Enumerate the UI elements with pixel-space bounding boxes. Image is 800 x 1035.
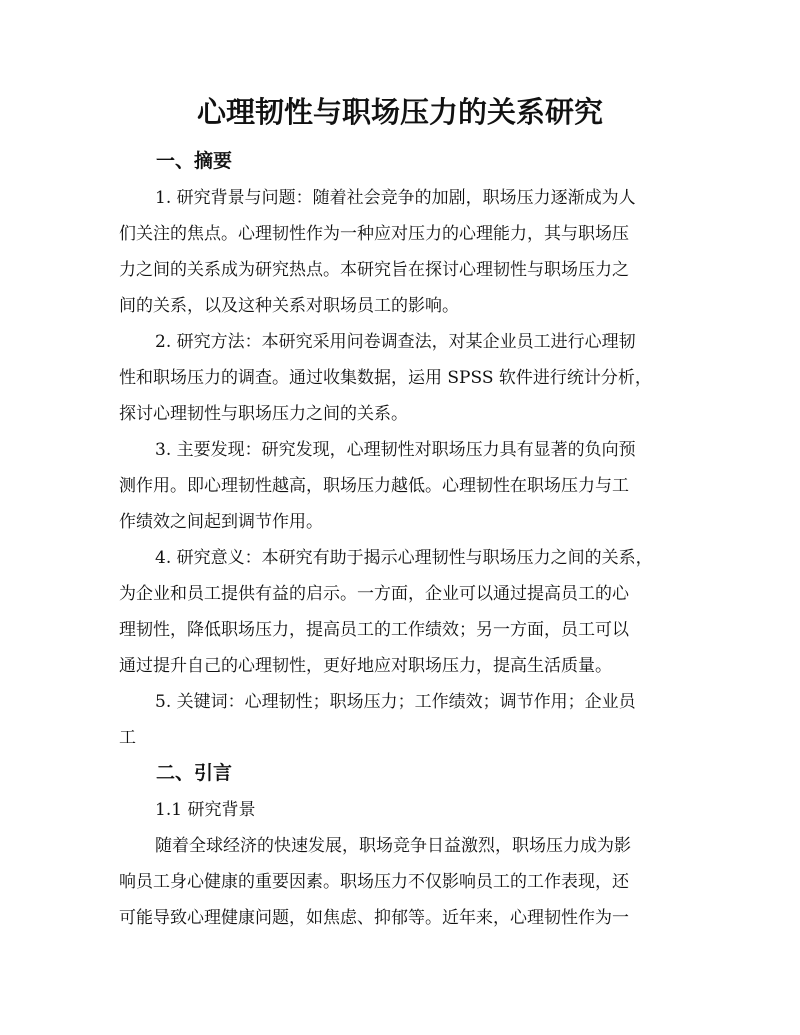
text-line: 可能导致心理健康问题，如焦虑、抑郁等。近年来，心理韧性作为一 (119, 908, 629, 928)
subsection-heading: 1.1 研究背景 (155, 800, 256, 820)
text-line: 为企业和员工提供有益的启示。一方面，企业可以通过提高员工的心 (119, 584, 629, 604)
section-heading-introduction: 二、引言 (156, 762, 233, 784)
text-line: 4. 研究意义：本研究有助于揭示心理韧性与职场压力之间的关系， (155, 548, 653, 568)
document-title: 心理韧性与职场压力的关系研究 (196, 95, 603, 129)
text-line: 通过提升自己的心理韧性，更好地应对职场压力，提高生活质量。 (119, 656, 612, 676)
text-line: 3. 主要发现：研究发现，心理韧性对职场压力具有显著的负向预 (155, 440, 636, 460)
text-line: 们关注的焦点。心理韧性作为一种应对压力的心理能力，其与职场压 (119, 224, 629, 244)
text-line: 测作用。即心理韧性越高，职场压力越低。心理韧性在职场压力与工 (119, 476, 629, 496)
text-line: 理韧性，降低职场压力，提高员工的工作绩效；另一方面，员工可以 (119, 620, 629, 640)
text-line: 间的关系，以及这种关系对职场员工的影响。 (119, 296, 459, 316)
text-line: 性和职场压力的调查。通过收集数据，运用 SPSS 软件进行统计分析， (119, 368, 652, 388)
text-line: 探讨心理韧性与职场压力之间的关系。 (119, 404, 408, 424)
section-heading-abstract: 一、摘要 (156, 150, 233, 172)
text-line: 力之间的关系成为研究热点。本研究旨在探讨心理韧性与职场压力之 (119, 260, 629, 280)
text-line: 作绩效之间起到调节作用。 (119, 512, 323, 532)
text-line: 随着全球经济的快速发展，职场竞争日益激烈，职场压力成为影 (155, 836, 631, 856)
text-line: 1. 研究背景与问题：随着社会竞争的加剧，职场压力逐渐成为人 (155, 188, 636, 208)
text-line: 响员工身心健康的重要因素。职场压力不仅影响员工的工作表现，还 (119, 872, 629, 892)
text-line: 2. 研究方法：本研究采用问卷调查法，对某企业员工进行心理韧 (155, 332, 636, 352)
text-line: 5. 关键词：心理韧性；职场压力；工作绩效；调节作用；企业员 (155, 692, 636, 712)
text-line: 工 (119, 728, 136, 748)
